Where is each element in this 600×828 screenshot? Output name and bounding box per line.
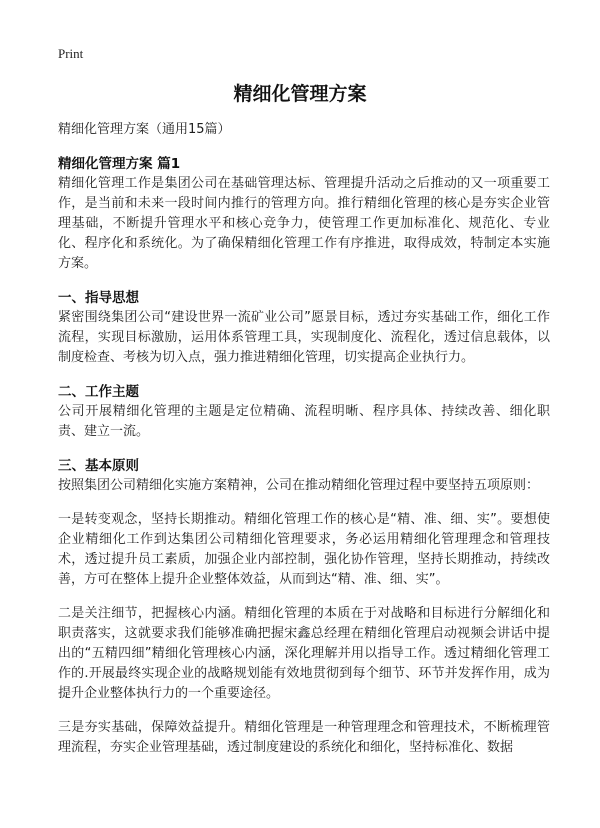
section-heading-basic-principles: 三、基本原则 <box>58 458 139 474</box>
work-theme-paragraph: 公司开展精细化管理的主题是定位精确、流程明晰、程序具体、持续改善、细化职责、建立一流。 <box>58 404 550 439</box>
document-body <box>58 120 550 772</box>
section-heading-work-theme: 二、工作主题 <box>58 384 139 400</box>
print-link[interactable]: Print <box>58 46 84 61</box>
document-subtitle: 精细化管理方案（通用15篇） <box>58 122 231 137</box>
principle-paragraph: 二是关注细节，把握核心内涵。精细化管理的本质在于对战略和目标进行分解细化和职责落实，这就要求我们能够准确把握宋鑫总经理在精细化管理启动视频会讲话中提出的“五精四细”精细化管理核心内涵，深化理解并用以指导工作。透过精细化管理工作的.开展最终实现企业的战略规划能有效地贯彻到每个细节、环节并发挥作用，成为提升企业整体执行力的一个重要途径。 <box>58 606 550 701</box>
guiding-ideology-paragraph: 紧密围绕集团公司“建设世界一流矿业公司”愿景目标，透过夯实基础工作，细化工作流程，实现目标激励，运用体系管理工具，实现制度化、流程化，透过信息载体，以制度检查、考核为切入点，强力推进精细化管理，切实提高企业执行力。 <box>58 310 550 365</box>
basic-principles-intro: 按照集团公司精细化实施方案精神，公司在推动精细化管理过程中要坚持五项原则： <box>58 478 540 493</box>
intro-paragraph: 精细化管理工作是集团公司在基础管理达标、管理提升活动之后推动的又一项重要工作，是当前和未来一段时间内推行的管理方向。推行精细化管理的核心是夯实企业管理基础，不断提升管理水平和核心竞争力，使管理工作更加标准化、规范化、专业化、程序化和系统化。为了确保精细化管理工作有序推进，取得成效，特制定本实施方案。 <box>58 176 550 271</box>
chapter-heading: 精细化管理方案 篇1 <box>58 156 181 172</box>
document-title: 精细化管理方案 <box>233 83 367 105</box>
principle-paragraph: 三是夯实基础，保障效益提升。精细化管理是一种管理理念和管理技术，不断梳理管理流程，夯实企业管理基础，透过制度建设的系统化和细化，坚持标准化、数据 <box>58 720 550 755</box>
principle-paragraph: 一是转变观念，坚持长期推动。精细化管理工作的核心是“精、准、细、实”。要想使企业精细化工作到达集团公司精细化管理要求，务必运用精细化管理理念和管理技术，透过提升员工素质，加强企业内部控制，强化协作管理，坚持长期推动，持续改善，方可在整体上提升企业整体效益，从而到达“精、准、细、实”。 <box>58 512 550 587</box>
section-heading-guiding-ideology: 一、指导思想 <box>58 290 139 306</box>
